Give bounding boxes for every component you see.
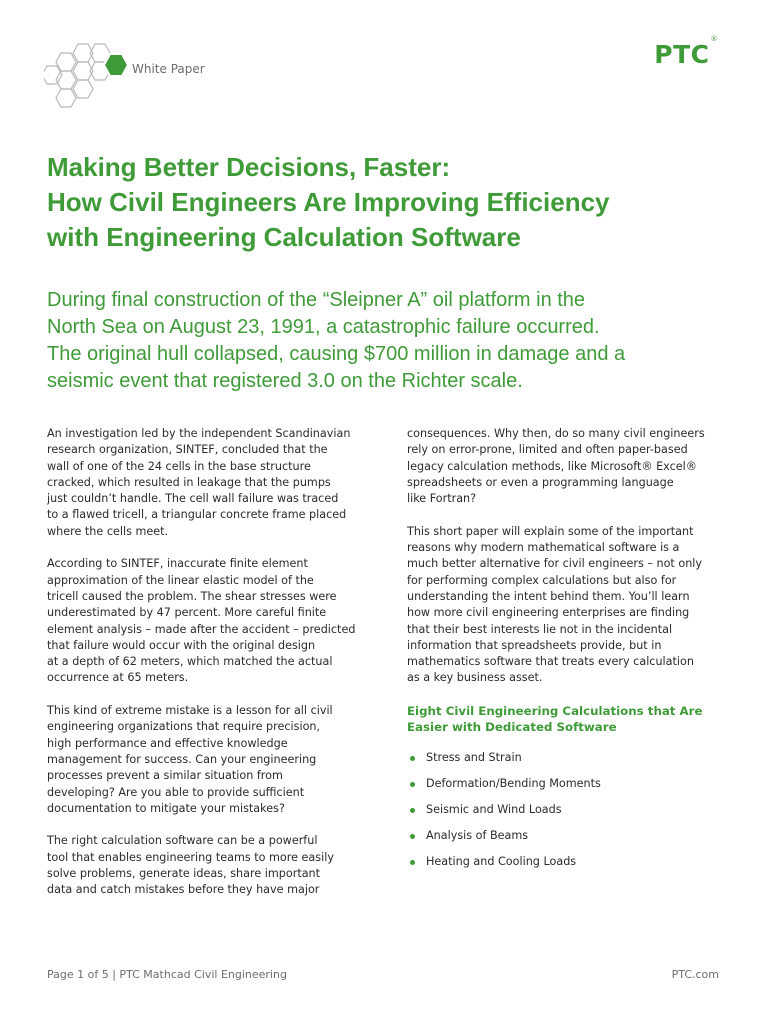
- list-item-label: Analysis of Beams: [426, 829, 529, 843]
- bullet-dot-icon: [410, 860, 415, 865]
- body-line: like Fortran?: [407, 492, 477, 506]
- body-line: that failure would occur with the original design: [47, 638, 316, 652]
- list-item-label: Heating and Cooling Loads: [426, 855, 577, 869]
- body-line: underestimated by 47 percent. More careful finite: [47, 606, 327, 620]
- lead-paragraph: [47, 287, 737, 395]
- body-line: at a depth of 62 meters, which matched the actual: [47, 655, 333, 669]
- bullet-dot-icon: [410, 808, 415, 813]
- list-item: [407, 824, 727, 850]
- paragraph-gap: [47, 687, 377, 703]
- body-line: consequences. Why then, do so many civil engineers: [407, 427, 705, 440]
- body-line: The right calculation software can be a powerful: [47, 834, 318, 848]
- hexagon-filled: [104, 54, 128, 76]
- title-line: with Engineering Calculation Software: [47, 222, 521, 252]
- body-line: how more civil engineering enterprises are finding: [407, 606, 690, 620]
- list-item: [407, 798, 727, 824]
- body-line: wall of one of the 24 cells in the base structure: [47, 459, 311, 473]
- list-item: [407, 850, 727, 876]
- body-line: where the cells meet.: [47, 524, 169, 538]
- brand-name: PTC: [654, 40, 710, 69]
- body-line: solve problems, generate ideas, share important: [47, 867, 321, 881]
- page-title: [47, 150, 727, 255]
- body-line: An investigation led by the independent Scandinavian: [47, 427, 351, 440]
- bullet-dot-icon: [410, 834, 415, 839]
- body-line: This kind of extreme mistake is a lesson for all civil: [47, 704, 333, 718]
- list-item-label: Deformation/Bending Moments: [426, 777, 601, 791]
- paragraph-gap: [47, 817, 377, 833]
- body-line: just couldn’t handle. The cell wall failure was traced: [47, 492, 339, 506]
- document-type-label: White Paper: [132, 62, 205, 76]
- bullet-dot-icon: [410, 782, 415, 787]
- paragraph-gap: [407, 687, 727, 703]
- right-column: [407, 426, 727, 876]
- body-line: understanding the intent behind them. You’ll learn: [407, 589, 690, 603]
- lead-line: During final construction of the “Sleipner A” oil platform in the: [47, 289, 586, 311]
- body-line: rely on error-prone, limited and often paper-based: [407, 443, 688, 457]
- hexagon-outline: [56, 53, 76, 71]
- body-line: processes prevent a similar situation from: [47, 769, 283, 783]
- title-line: How Civil Engineers Are Improving Efficiency: [47, 187, 610, 217]
- body-line: to a flawed tricell, a triangular concrete frame placed: [47, 508, 347, 522]
- lead-line: North Sea on August 23, 1991, a catastrophic failure occurred.: [47, 316, 600, 338]
- body-line: legacy calculation methods, like Microsoft® Excel®: [407, 459, 697, 473]
- body-line: cracked, which resulted in leakage that the pumps: [47, 475, 331, 489]
- body-line: research organization, SINTEF, concluded that the: [47, 443, 328, 457]
- list-item-label: Stress and Strain: [426, 751, 522, 765]
- hexagon-outline: [73, 80, 93, 98]
- brand-logo: [654, 34, 718, 69]
- body-line: occurrence at 65 meters.: [47, 671, 189, 685]
- body-line: high performance and effective knowledge: [47, 736, 288, 750]
- list-item: [407, 772, 727, 798]
- section-heading: Eight Civil Engineering Calculations that Are: [407, 704, 703, 719]
- body-line: tricell caused the problem. The shear stresses were: [47, 589, 337, 603]
- body-line: that their best interests lie not in the incidental: [407, 622, 673, 636]
- list-item-label: Seismic and Wind Loads: [426, 803, 562, 817]
- section-heading: Easier with Dedicated Software: [407, 720, 617, 735]
- body-line: data and catch mistakes before they have major: [47, 883, 320, 897]
- body-line: element analysis – made after the accident – predicted: [47, 622, 356, 636]
- body-line: This short paper will explain some of the important: [407, 524, 694, 538]
- body-line: spreadsheets or even a programming language: [407, 475, 674, 489]
- page-footer-info: Page 1 of 5 | PTC Mathcad Civil Engineering: [47, 968, 287, 981]
- title-line: Making Better Decisions, Faster:: [47, 152, 451, 182]
- body-line: as a key business asset.: [407, 671, 543, 685]
- body-line: reasons why modern mathematical software is a: [407, 541, 680, 555]
- left-column: [47, 426, 377, 899]
- body-line: mathematics software that treats every calculation: [407, 655, 694, 669]
- hexagon-outline: [56, 89, 76, 107]
- body-line: developing? Are you able to provide sufficient: [47, 785, 305, 799]
- paragraph-gap: [47, 540, 377, 556]
- body-line: for performing complex calculations but also for: [407, 573, 677, 587]
- registered-mark: ®: [710, 34, 718, 43]
- bullet-dot-icon: [410, 756, 415, 761]
- lead-line: The original hull collapsed, causing $700 million in damage and a: [47, 343, 626, 365]
- body-line: much better alternative for civil engineers – not only: [407, 557, 703, 571]
- body-line: documentation to mitigate your mistakes?: [47, 801, 285, 815]
- calculation-list: [407, 746, 727, 876]
- body-line: tool that enables engineering teams to more easily: [47, 850, 334, 864]
- body-line: approximation of the linear elastic model of the: [47, 573, 314, 587]
- body-line: According to SINTEF, inaccurate finite element: [47, 557, 308, 571]
- lead-line: seismic event that registered 3.0 on the Richter scale.: [47, 370, 523, 392]
- body-line: engineering organizations that require precision,: [47, 720, 321, 734]
- paragraph-gap: [407, 507, 727, 523]
- list-item: [407, 746, 727, 772]
- footer-website: PTC.com: [671, 968, 719, 981]
- body-line: management for success. Can your engineering: [47, 752, 317, 766]
- body-line: information that spreadsheets provide, but in: [407, 638, 662, 652]
- hexagon-cluster-icon: [44, 42, 134, 108]
